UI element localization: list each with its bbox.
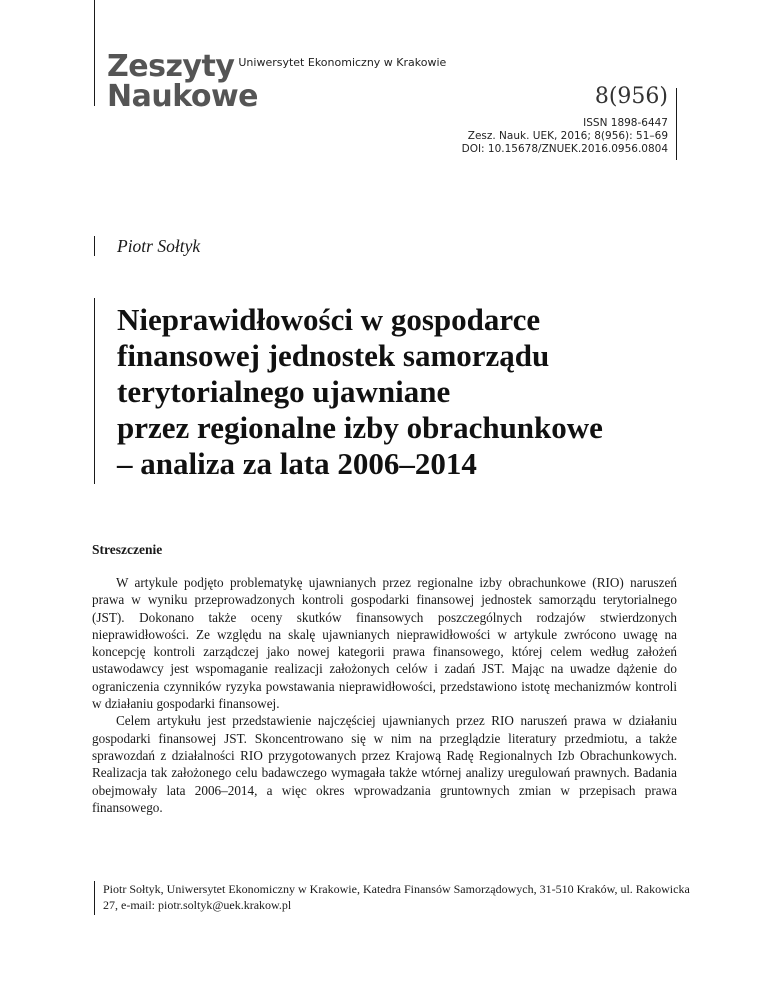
citation: Zesz. Nauk. UEK, 2016; 8(956): 51–69 bbox=[467, 130, 668, 142]
meta-rule bbox=[676, 88, 677, 160]
author-affiliation: Piotr Sołtyk, Uniwersytet Ekonomiczny w Krakowie, Katedra Finansów Samorządowych, 31-510 Kraków, ul. Rakowicka 27, e-mail: piotr.soltyk@uek.krakow.pl bbox=[103, 882, 690, 912]
abstract-body bbox=[92, 574, 677, 816]
title-line: finansowej jednostek samorządu bbox=[117, 338, 550, 373]
author-name: Piotr Sołtyk bbox=[117, 236, 201, 256]
journal-logo bbox=[107, 49, 447, 114]
title-rule bbox=[94, 298, 95, 484]
issue-number: 8(956) bbox=[594, 84, 668, 109]
author-rule bbox=[94, 236, 95, 256]
title-line: – analiza za lata 2006–2014 bbox=[117, 446, 477, 481]
title-line: terytorialnego ujawniane bbox=[117, 374, 451, 409]
issn: ISSN 1898-6447 bbox=[583, 117, 668, 129]
title-line: przez regionalne izby obrachunkowe bbox=[117, 410, 603, 445]
affiliation-rule bbox=[94, 881, 95, 915]
abstract-paragraph: Celem artykułu jest przedstawienie najczęściej ujawnianych przez RIO naruszeń prawa w działaniu gospodarki finansowej JST. Skoncentrowano się w nim na przeglądzie literatury przedmiotu, a także sprawozdań z działalności RIO przygotowanych przez Krajową Radę Regionalnych Izb Obrachunkowych. Realizacja tak założonego celu badawczego wymagała także wtórnej analizy uregulowań prawnych. Badania obejmowały lata 2006–2014, a więc okres wprowadzania gruntownych zmian w przepisach prawa finansowego. bbox=[92, 713, 677, 815]
title-line: Nieprawidłowości w gospodarce bbox=[117, 302, 541, 337]
logo-rule bbox=[94, 0, 95, 106]
abstract-paragraph: W artykule podjęto problematykę ujawnianych przez regionalne izby obrachunkowe (RIO) naruszeń prawa w wyniku przeprowadzonych kontroli gospodarki finansowej jednostek samorządu terytorialnego (JST). Dokonano także oceny skutków finansowych poszczególnych rodzajów stwierdzonych nieprawidłowości. Ze względu na skalę ujawnianych nieprawidłowości w artykule zwrócono uwagę na koncepcję kontroli zarządczej jako nowej kategorii prawa finansowego, której celem według założeń ustawodawcy jest wspomaganie realizacji założonych celów i zadań JST. Mając na uwadze dążenie do ograniczenia czynników ryzyka powstawania nieprawidłowości, przedstawiono istotę mechanizmów kontroli w działaniu gospodarki finansowej. bbox=[92, 575, 677, 712]
logo-word-zeszyty: Zeszyty bbox=[107, 49, 235, 84]
publication-meta bbox=[462, 117, 668, 156]
abstract-heading: Streszczenie bbox=[92, 542, 163, 557]
doi: DOI: 10.15678/ZNUEK.2016.0956.0804 bbox=[461, 143, 668, 155]
university-name: Uniwersytet Ekonomiczny w Krakowie bbox=[238, 56, 447, 69]
article-title bbox=[117, 302, 737, 482]
logo-word-naukowe: Naukowe bbox=[107, 79, 259, 114]
